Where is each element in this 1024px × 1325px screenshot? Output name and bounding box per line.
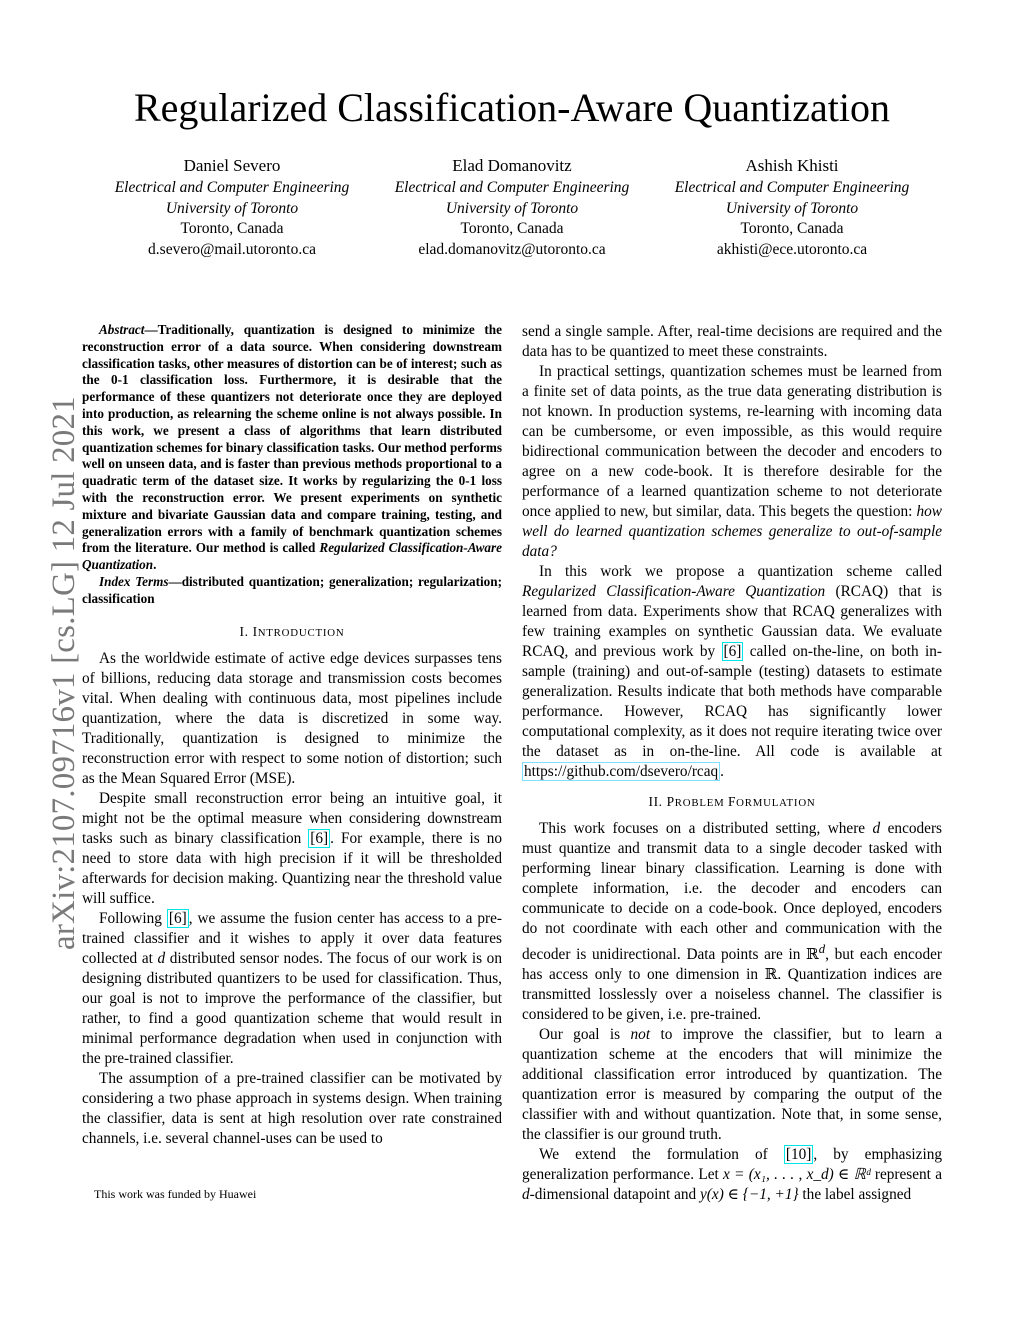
text-run: . [720, 763, 724, 780]
abstract-text: —Traditionally, quantization is designed to minimize the reconstruction error of a data source. When considering downstream classification tasks, other measures of distortion can be of interest; such as the 0-1 classification loss. Furthermore, it is desirable that the performance of these quantizers not deteriorate once they are deployed into production, as relearning the scheme online is not always possible. In this work, we present a class of algorithms that learn distributed quantization schemes for binary classification tasks. Our method performs well on unseen data, and is faster than previous methods proportional to a quadratic term of the dataset size. It works by regularizing the 0-1 loss with the reconstruction error. We present experiments on synthetic mixture and bivariate Gaussian data and compare training, testing, and generalization errors with a family of benchmark quantization schemes from the literature. Our method is called [82, 322, 502, 556]
problem-paragraph [522, 819, 942, 1025]
section-heading-problem-formulation [522, 792, 942, 813]
method-name: Regularized Classification-Aware Quantization [82, 540, 502, 573]
text-run: distributed sensor nodes. The focus of our work is on designing distributed quantizers to be used for classification. Thus, our goal is not to improve the performance of the classifier, but rather, to find a good quantization scheme that would result in minimal performance degradation when used in conjunction with the pre-trained classifier. [82, 949, 502, 1067]
intro-paragraph [522, 562, 942, 782]
citation-link[interactable]: [6] [310, 829, 329, 847]
author-email: d.severo@mail.utoronto.ca [148, 240, 316, 258]
arxiv-identifier-stamp: arXiv:2107.09716v1 [cs.LG] 12 Jul 2021 [46, 396, 82, 950]
text-run: Despite small reconstruction error being an intuitive goal, it might not be the optimal measure when considering downstream tasks such as binary classification [82, 789, 502, 847]
text-run: , but each encoder has access only to one dimension in [522, 946, 942, 984]
index-terms-text: —distributed quantization; generalization; regularization; classification [82, 573, 502, 606]
emphasis: not [630, 1026, 651, 1044]
author-block [377, 155, 647, 260]
intro-paragraph-continued: send a single sample. After, real-time decisions are required and the data has to be quantized to meet these constraints. [522, 323, 942, 360]
intro-paragraph: The assumption of a pre-trained classifier can be motivated by considering a two phase approach in systems design. When training the classifier, data is sent at high resolution over rate constrained channels, i.e. several channel-uses can be used to [82, 1069, 502, 1147]
author-university: University of Toronto [445, 199, 579, 217]
citation-link[interactable]: [6] [168, 909, 187, 927]
citation-link[interactable]: [6] [723, 643, 742, 660]
text-run: Our goal is [539, 1026, 631, 1044]
text-run: Following [99, 909, 167, 927]
index-terms [82, 574, 502, 608]
paper-title: Regularized Classification-Aware Quantization [133, 85, 891, 130]
math-real-space: ℝ [764, 966, 778, 984]
text-run: represent a [870, 1166, 942, 1184]
author-block [657, 155, 927, 260]
author-department: Electrical and Computer Engineering [114, 179, 350, 196]
intro-paragraph [82, 789, 502, 909]
author-name: Elad Domanovitz [452, 156, 572, 175]
text-run: . For example, there is no need to store data with high precision if it will be thresholded afterwards for decision making. Quantizing near the threshold value will suffice. [82, 829, 502, 907]
text-run: , we assume the fusion center has access to a pre-trained classifier and it wishes to apply it over data features collected at [82, 909, 502, 967]
citation-link[interactable]: [10] [785, 1146, 812, 1164]
problem-paragraph [522, 1025, 942, 1145]
section-heading-initial: F [728, 794, 737, 809]
text-run: , by emphasizing generalization performance. Let [522, 1146, 942, 1184]
author-name: Daniel Severo [183, 156, 281, 175]
text-run: This work focuses on a distributed setting, where [539, 820, 873, 837]
funding-footnote: This work was funded by Huawei [94, 1187, 257, 1201]
author-university: University of Toronto [165, 199, 299, 217]
section-heading-introduction [82, 622, 502, 643]
section-numeral: I. [239, 623, 253, 639]
text-run: called on-the-line, on both in-sample (training) and out-of-sample (testing) datasets to estimate generalization. Results indicate that both methods have comparable performance. However, RCAQ has significantly lower computational complexity, as it does not require iterating twice over the dataset as in on-the-line. All code is available at [522, 643, 943, 760]
math-variable: d [522, 1186, 530, 1204]
code-repository-link[interactable]: https://github.com/dsevero/rcaq [524, 763, 719, 780]
research-question: how well do learned quantization schemes generalize to out-of-sample data? [522, 503, 942, 560]
text-run: We extend the formulation of [539, 1146, 784, 1164]
section-heading-initial: P [666, 794, 675, 809]
text-run: encoders must quantize and transmit data to a single decoder tasked with performing linear binary classification. Learning is done with complete information, i.e. the decoder and encoders can communicate to decide on a code-book. Once deployed, encoders do not coordinate with each other and communication with the decoder is unidirectional. Data points are in [522, 820, 942, 964]
math-expression: x = (x₁, . . . , x_d) ∈ ℝᵈ [723, 1166, 871, 1184]
author-location: Toronto, Canada [180, 220, 284, 237]
section-heading-rest: ORMULATION [736, 797, 816, 809]
math-superscript: d [818, 942, 826, 956]
left-column [82, 322, 502, 1149]
author-name: Ashish Khisti [745, 156, 839, 175]
method-name: Regularized Classification-Aware Quantization [522, 583, 826, 600]
math-expression: y(x) ∈ {−1, +1} [700, 1186, 799, 1204]
intro-paragraph [82, 909, 502, 1069]
text-run: to improve the classifier, but to learn a quantization scheme at the encoders that will minimize the additional classification error introduced by quantization. The quantization error is measured by comparing the output of the classifier with and without quantization. Note that, in some sense, the classifier is our ground truth. [522, 1026, 942, 1144]
author-email: akhisti@ece.utoronto.ca [716, 240, 868, 258]
math-variable: d [157, 949, 166, 967]
text-run: the label assigned [798, 1186, 912, 1204]
index-terms-label: Index Terms [99, 573, 169, 589]
text-run: In this work we propose a quantization scheme called [539, 563, 942, 580]
problem-paragraph [522, 1145, 942, 1205]
text-run: (RCAQ) that is learned from data. Experiments show that RCAQ generalizes with few training examples on synthetic Gaussian data. We evaluate RCAQ, and previous work by [522, 583, 942, 660]
text-run: . Quantization indices are transmitted losslessly over a noiseless channel. The classifier is considered to be given, i.e. pre-trained. [522, 966, 942, 1024]
section-numeral: II. [648, 794, 667, 809]
author-department: Electrical and Computer Engineering [674, 179, 910, 196]
intro-paragraph [522, 362, 942, 562]
abstract-end: . [153, 557, 157, 573]
abstract [82, 322, 502, 574]
section-heading-rest: NTRODUCTION [257, 626, 345, 639]
author-location: Toronto, Canada [740, 220, 844, 237]
author-university: University of Toronto [725, 199, 859, 217]
text-run: In practical settings, quantization schemes must be learned from a finite set of data points, as the true data generating distribution is not known. In production systems, re-learning with incoming data can be cumbersome, or even impossible, as this would require bidirectional communication between the decoder and encoders to agree on a new code-book. It is therefore desirable for the performance of a learned quantization scheme to not deteriorate once applied to new, but similar, data. This begets the question: [522, 363, 942, 520]
text-run: -dimensional datapoint and [529, 1186, 701, 1204]
intro-paragraph: As the worldwide estimate of active edge devices surpasses tens of billions, reducing data storage and transmission costs becomes vital. When dealing with continuous data, most pipelines include quantization, where the data is discretized in some way. Traditionally, quantization is designed to minimize the reconstruction error with respect to some notion of distortion; such as the Mean Squared Error (MSE). [82, 649, 502, 787]
right-column [522, 322, 942, 1205]
author-department: Electrical and Computer Engineering [394, 179, 630, 196]
author-location: Toronto, Canada [460, 220, 564, 237]
math-variable: d [872, 820, 881, 837]
section-heading-initial: I [252, 623, 258, 639]
math-real-space: ℝ [806, 946, 819, 964]
author-email: elad.domanovitz@utoronto.ca [418, 240, 606, 258]
abstract-label: Abstract [99, 322, 145, 337]
author-block [97, 155, 367, 260]
section-heading-rest: ROBLEM [674, 797, 729, 809]
